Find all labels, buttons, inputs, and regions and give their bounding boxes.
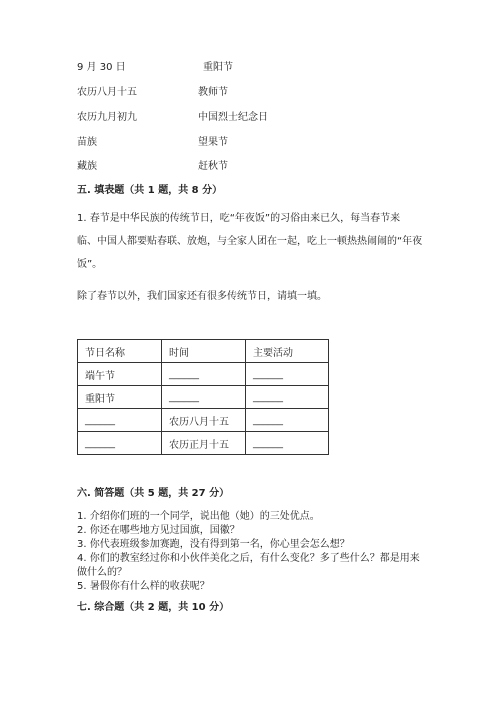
- match-right-2: 教师节: [198, 87, 228, 98]
- table-cell-blank[interactable]: ______: [246, 386, 329, 409]
- table-row: [78, 409, 329, 432]
- table-header-cell: 主要活动: [246, 340, 329, 363]
- match-left-1: 9 月 30 日: [77, 62, 126, 73]
- section5-paragraph: [77, 207, 437, 276]
- match-right-1: 重阳节: [203, 62, 233, 73]
- table-cell-blank[interactable]: ______: [162, 386, 246, 409]
- match-left-5: 藏族: [77, 161, 97, 172]
- table-cell-blank[interactable]: ______: [162, 363, 246, 386]
- question-3: 3. 你代表班级参加赛跑，没有得到第一名，你心里会怎么想？: [77, 539, 350, 550]
- table-row: [78, 386, 329, 409]
- match-left-4: 苗族: [77, 137, 97, 148]
- match-right-3: 中国烈士纪念日: [198, 112, 268, 123]
- table-header-row: [78, 340, 329, 363]
- section7-title: 七. 综合题（共 2 题，共 10 分）: [77, 602, 230, 613]
- table-header-cell: 时间: [162, 340, 246, 363]
- table-header-cell: 节日名称: [78, 340, 162, 363]
- question-1: 1. 介绍你们班的一个同学，说出他（她）的三处优点。: [77, 511, 320, 522]
- section5-para-line-2: 临、中国人都要贴春联、放炮，与全家人团在一起，吃上一顿热热闹闹的“年夜: [77, 236, 423, 247]
- table-cell: 重阳节: [78, 386, 162, 409]
- section5-para-line-1: 1. 春节是中华民族的传统节日，吃“年夜饭”的习俗由来已久，每当春节来: [77, 213, 401, 224]
- table-cell: 端午节: [78, 363, 162, 386]
- match-left-2: 农历八月十五: [77, 87, 137, 98]
- match-right-4: 望果节: [198, 137, 228, 148]
- match-right-5: 赶秋节: [198, 161, 228, 172]
- table-cell-blank[interactable]: ______: [246, 432, 329, 455]
- table-cell: 农历八月十五: [162, 409, 246, 432]
- table-cell-blank[interactable]: ______: [246, 363, 329, 386]
- section5-title: 五. 填表题（共 1 题，共 8 分）: [77, 185, 223, 196]
- section6-title: 六. 简答题（共 5 题，共 27 分）: [77, 488, 230, 499]
- table-row: [78, 432, 329, 455]
- table-cell-blank[interactable]: ______: [246, 409, 329, 432]
- question-4-line-2: 做什么的？: [77, 567, 127, 578]
- question-4-line-1: 4. 你们的教室经过你和小伙伴美化之后，有什么变化？多了些什么？都是用来: [77, 553, 420, 564]
- question-5: 5. 暑假你有什么样的收获呢？: [77, 581, 210, 592]
- section5-instruction: 除了春节以外，我们国家还有很多传统节日，请填一填。: [77, 291, 327, 302]
- question-2: 2. 你还在哪些地方见过国旗，国徽？: [77, 525, 240, 536]
- table-cell-blank[interactable]: ______: [78, 409, 162, 432]
- festival-table: [77, 339, 329, 455]
- match-left-3: 农历九月初九: [77, 112, 137, 123]
- table-cell-blank[interactable]: ______: [78, 432, 162, 455]
- table-row: [78, 363, 329, 386]
- table-cell: 农历正月十五: [162, 432, 246, 455]
- section5-para-line-3: 饭”。: [77, 259, 103, 270]
